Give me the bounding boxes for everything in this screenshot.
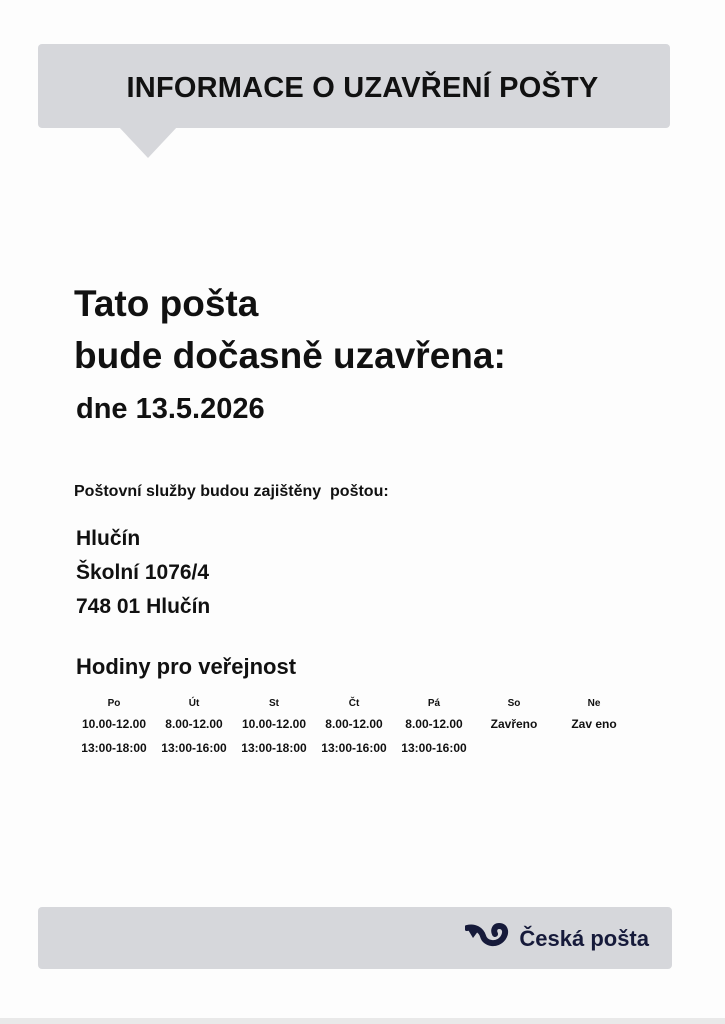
day-label: So (507, 698, 521, 709)
headline-line-2: bude dočasně uzavřena: (74, 335, 506, 376)
hours-cell: 13:00-16:00 (401, 741, 467, 755)
headline-line-1: Tato pošta (74, 283, 259, 324)
closure-date: dne 13.5.2026 (76, 393, 265, 425)
hours-afternoon-row (74, 736, 634, 760)
ceska-posta-logo (465, 922, 649, 955)
day-label: Pá (427, 698, 441, 709)
posthorn-icon (465, 922, 519, 955)
day-label: Ne (587, 698, 601, 709)
hours-cell: 13:00-16:00 (161, 741, 227, 755)
hours-title: Hodiny pro veřejnost (76, 654, 297, 679)
address-city: Hlučín (76, 527, 141, 550)
address-postcode: 748 01 Hlučín (76, 595, 211, 618)
day-label: Čt (348, 698, 360, 709)
closure-headline (74, 278, 506, 382)
alternative-address (76, 522, 210, 624)
hours-cell: 10.00-12.00 (81, 717, 147, 731)
hours-cell: 10.00-12.00 (241, 717, 307, 731)
hours-cell: 13:00-16:00 (321, 741, 387, 755)
hours-cell: 8.00-12.00 (165, 717, 223, 731)
banner-title: INFORMACE O UZAVŘENÍ POŠTY (126, 72, 599, 104)
address-street: Školní 1076/4 (76, 561, 210, 584)
hours-cell: Zavřeno (490, 717, 538, 731)
day-label: Po (107, 698, 121, 709)
hours-cell: 8.00-12.00 (405, 717, 463, 731)
banner-tail (118, 126, 178, 158)
hours-cell: 13:00-18:00 (241, 741, 307, 755)
hours-cell: Zav eno (571, 717, 617, 731)
hours-cell: 13:00-18:00 (81, 741, 147, 755)
hours-days-row (74, 696, 634, 712)
hours-morning-row (74, 712, 634, 736)
hours-cell (554, 736, 634, 760)
hours-cell (474, 736, 554, 760)
logo-text: Česká pošta (519, 925, 649, 951)
day-label: St (269, 698, 279, 709)
hours-table (74, 696, 634, 760)
page-edge (0, 1018, 725, 1024)
hours-cell: 8.00-12.00 (325, 717, 383, 731)
day-label: Út (188, 698, 200, 709)
services-label: Poštovní služby budou zajištěny poštou: (74, 483, 389, 500)
